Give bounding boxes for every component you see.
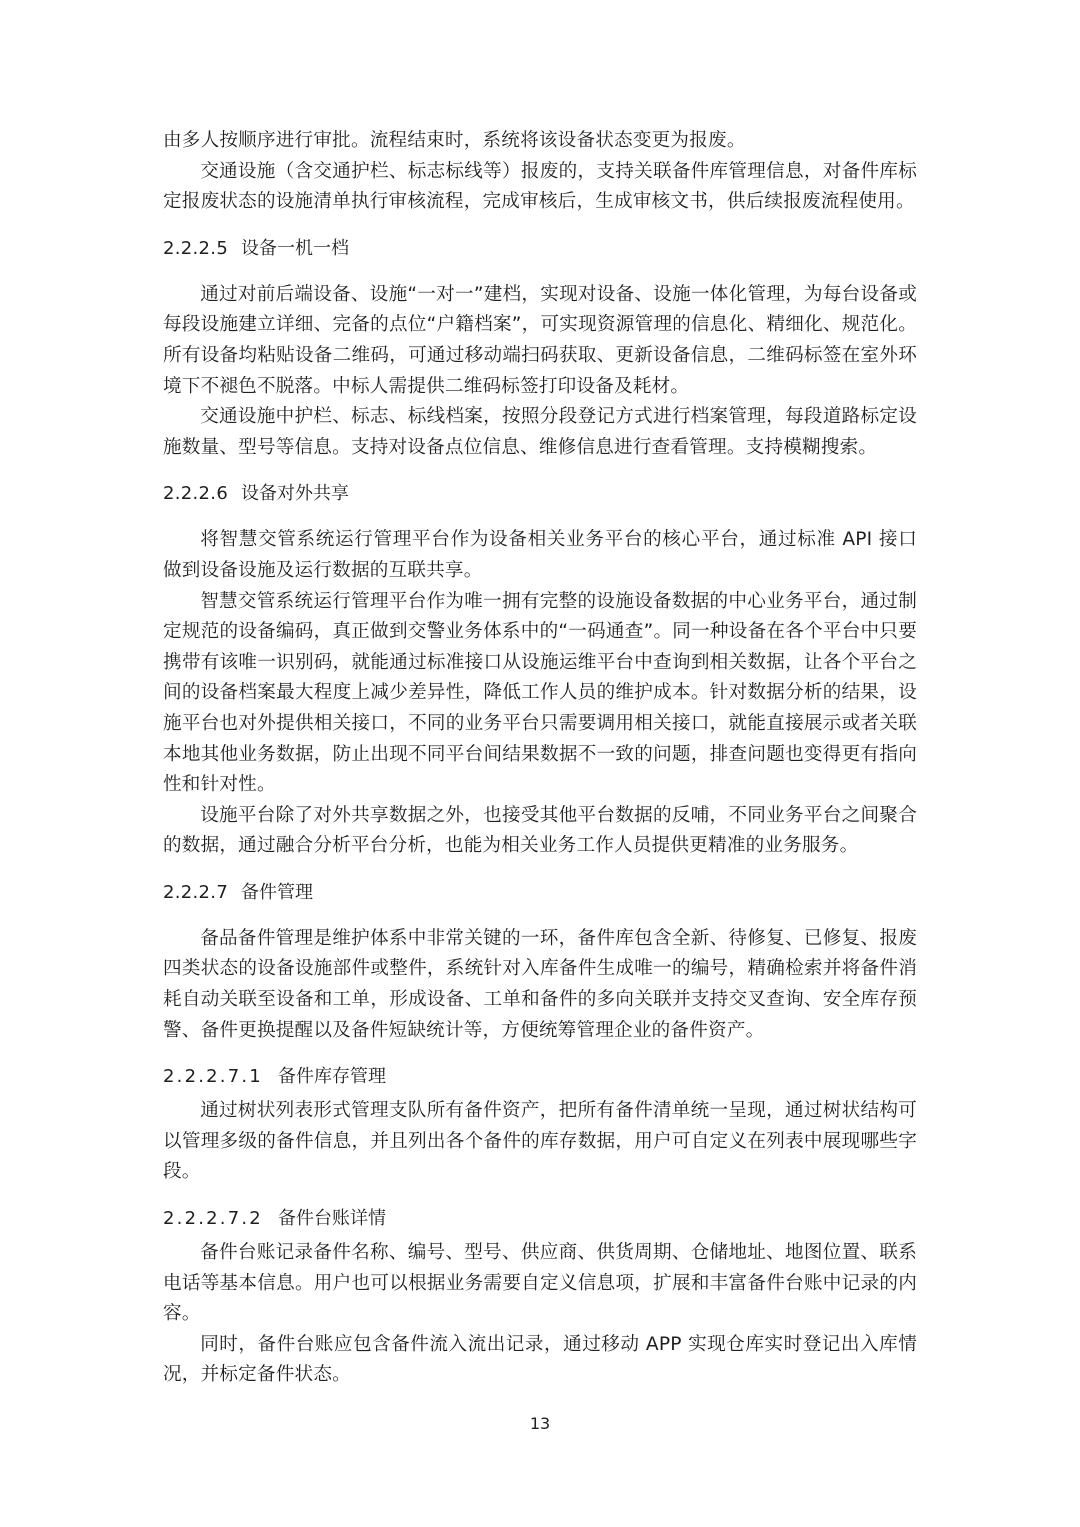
- paragraph: 交通设施（含交通护栏、标志标线等）报废的，支持关联备件库管理信息，对备件库标定报废状态的设施清单执行审核流程，完成审核后，生成审核文书，供后续报废流程使用。: [163, 160, 917, 213]
- paragraph: 备品备件管理是维护体系中非常关键的一环，备件库包含全新、待修复、已修复、报废四类状态的设备设施部件或整件，系统针对入库备件生成唯一的编号，精确检索并将备件消耗自动关联至设备和工单，形成设备、工单和备件的多向关联并支持交叉查询、安全库存预警、备件更换提醒以及备件短缺统计等，方便统筹管理企业的备件资产。: [163, 927, 917, 1041]
- section-number: 2.2.2.7.2: [163, 1208, 263, 1230]
- section-heading-2-2-2-7: [163, 878, 917, 908]
- section-title: 设备一机一档: [241, 237, 349, 259]
- section-number: 2.2.2.7: [163, 881, 229, 903]
- paragraph: 交通设施中护栏、标志、标线档案，按照分段登记方式进行档案管理，每段道路标定设施数量、型号等信息。支持对设备点位信息、维修信息进行查看管理。支持模糊搜索。: [163, 406, 917, 458]
- section-title: 备件库存管理: [278, 1066, 386, 1088]
- section-heading-2-2-2-7-2: [163, 1204, 917, 1234]
- section-heading-2-2-2-5: [163, 234, 917, 264]
- paragraph: 通过树状列表形式管理支队所有备件资产，把所有备件清单统一呈现，通过树状结构可以管理多级的备件信息，并且列出各个备件的库存数据，用户可自定义在列表中展现哪些字段。: [163, 1100, 917, 1183]
- page-body: [163, 126, 917, 1391]
- paragraph: 将智慧交管系统运行管理平台作为设备相关业务平台的核心平台，通过标准 API 接口做到设备设施及运行数据的互联共享。: [163, 529, 917, 581]
- paragraph: 智慧交管系统运行管理平台作为唯一拥有完整的设施设备数据的中心业务平台，通过制定规范的设备编码，真正做到交警业务体系中的“一码通查”。同一种设备在各个平台中只要携带有该唯一识别码，就能通过标准接口从设施运维平台中查询到相关数据，让各个平台之间的设备档案最大程度上减少差异性，降低工作人员的维护成本。针对数据分析的结果，设施平台也对外提供相关接口，不同的业务平台只需要调用相关接口，就能直接展示或者关联本地其他业务数据，防止出现不同平台间结果数据不一致的问题，排查问题也变得更有指向性和针对性。: [163, 590, 917, 796]
- paragraph: 备件台账记录备件名称、编号、型号、供应商、供货周期、仓储地址、地图位置、联系电话等基本信息。用户也可以根据业务需要自定义信息项，扩展和丰富备件台账中记录的内容。: [163, 1242, 917, 1325]
- section-number: 2.2.2.6: [163, 483, 229, 505]
- paragraph: 通过对前后端设备、设施“一对一”建档，实现对设备、设施一体化管理，为每台设备或每段设施建立详细、完备的点位“户籍档案”，可实现资源管理的信息化、精细化、规范化。所有设备均粘贴设备二维码，可通过移动端扫码获取、更新设备信息，二维码标签在室外环境下不褪色不脱落。中标人需提供二维码标签打印设备及耗材。: [163, 283, 917, 397]
- section-title: 设备对外共享: [241, 483, 349, 505]
- section-number: 2.2.2.7.1: [163, 1066, 263, 1088]
- section-title: 备件台账详情: [278, 1208, 386, 1230]
- page-number: 13: [529, 1414, 551, 1433]
- section-heading-2-2-2-6: [163, 479, 917, 509]
- section-heading-2-2-2-7-1: [163, 1062, 917, 1092]
- paragraph: 同时，备件台账应包含备件流入流出记录，通过移动 APP 实现仓库实时登记出入库情况，并标定备件状态。: [163, 1333, 917, 1386]
- section-title: 备件管理: [241, 881, 313, 903]
- paragraph: 由多人按顺序进行审批。流程结束时，系统将该设备状态变更为报废。: [163, 130, 746, 151]
- paragraph: 设施平台除了对外共享数据之外，也接受其他平台数据的反哺，不同业务平台之间聚合的数据，通过融合分析平台分析，也能为相关业务工作人员提供更精准的业务服务。: [163, 804, 917, 857]
- section-number: 2.2.2.5: [163, 237, 229, 259]
